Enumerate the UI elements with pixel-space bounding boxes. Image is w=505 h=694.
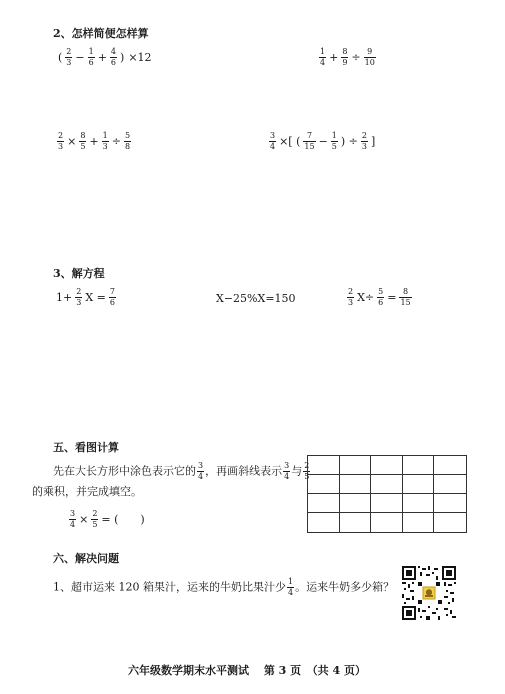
instruction-line-2: 的乘积，并完成填空。	[32, 485, 142, 498]
word-problem-1: 1、超市运来 120 箱果汁，运来的牛奶比果汁少 $\frac{1}{4}$ 。运来牛奶多少箱？	[53, 577, 395, 597]
problem-2: $\frac{1}{4}$ + $\frac{8}{9}$ ÷ $\frac{9}{10}$	[320, 47, 375, 67]
section-title-word-problems: 六、解决问题	[53, 552, 119, 565]
equation-1: 1+ $\frac{2}{3}$ X = $\frac{7}{6}$	[56, 287, 115, 307]
fill-blank-expression: $\frac{3}{4}$ × $\frac{2}{5}$ = ( )	[70, 509, 145, 529]
equation-3: $\frac{2}{3}$ X÷ $\frac{5}{6}$ = $\frac{8}{15}$	[348, 287, 411, 307]
qr-code-image	[402, 566, 456, 620]
page-footer: 六年级数学期末水平测试 第 3 页 （共 4 页）	[128, 664, 366, 677]
instruction-line-1: 先在大长方形中涂色表示它的 $\frac{3}{4}$ ，再画斜线表示 $\frac{3}{4}$ 与 $\frac{2}{5}$	[53, 461, 310, 481]
equation-2: X−25%X=150	[216, 292, 296, 305]
problem-1: ( $\frac{2}{3}$ − $\frac{1}{6}$ + $\frac{4}{6}$ ) ×12	[58, 47, 152, 67]
section-title-picture-calc: 五、看图计算	[53, 441, 119, 454]
rectangle-grid	[307, 455, 467, 533]
problem-3: $\frac{2}{3}$ × $\frac{8}{5}$ + $\frac{1}{3}$ ÷ $\frac{5}{8}$	[58, 131, 131, 151]
section-title-simplify: 2、怎样简便怎样算	[53, 27, 149, 40]
problem-4: $\frac{3}{4}$ ×[ ( $\frac{7}{15}$ − $\frac{1}{5}$ ) ÷ $\frac{2}{3}$ ]	[270, 131, 376, 151]
section-title-equations: 3、解方程	[53, 267, 105, 280]
